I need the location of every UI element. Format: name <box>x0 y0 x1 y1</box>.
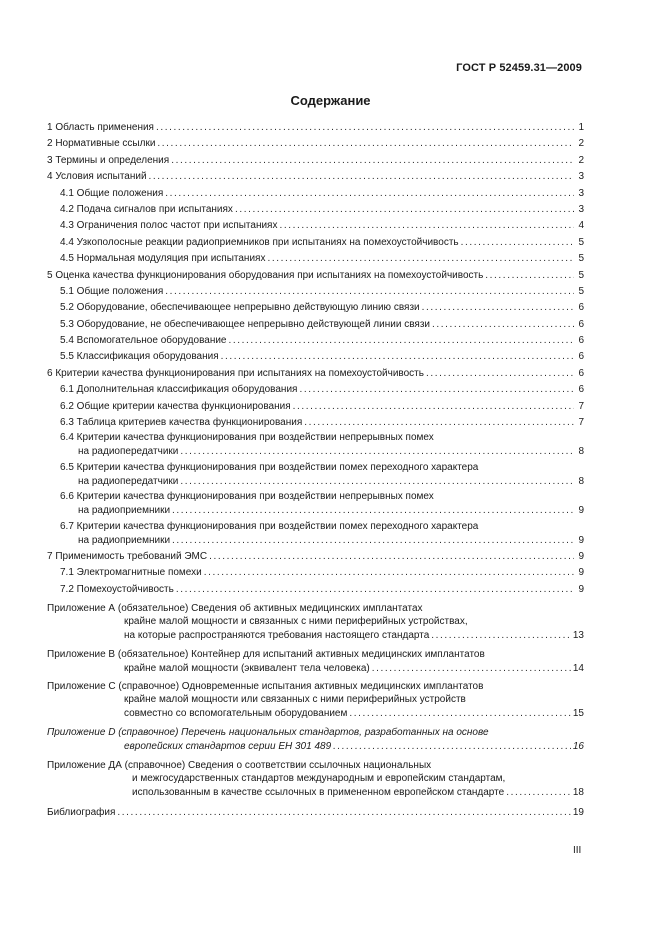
toc-entry[interactable]: 3 Термины и определения ..... 2 <box>47 153 584 169</box>
toc-subentry-line2[interactable]: на радиопередатчики ..... 8 <box>47 444 584 460</box>
toc-entry[interactable]: 2 Нормативные ссылки ..... 2 <box>47 136 584 152</box>
toc-subentry-line2[interactable]: на радиоприемники ..... 9 <box>47 503 584 519</box>
toc-title: Содержание <box>290 93 371 108</box>
toc-entry[interactable]: 7 Применимость требований ЭМС ..... 9 <box>47 549 584 565</box>
toc-subentry[interactable]: 4.4 Узкополосные реакции радиоприемников при испытаниях на помехоустойчивость ..... 5 <box>47 235 584 251</box>
appendix-a-line3[interactable]: на которые распространяются требования настоящего стандарта ..... 13 <box>47 628 584 644</box>
appendix-c-line2[interactable]: крайне малой мощности или связанных с ними периферийных устройств <box>124 694 466 706</box>
toc-subentry-line2[interactable]: на радиоприемники ..... 9 <box>47 533 584 549</box>
document-code: ГОСТ Р 52459.31—2009 <box>456 62 582 74</box>
page-number: III <box>573 845 582 856</box>
toc-subentry[interactable]: 5.3 Оборудование, не обеспечивающее непрерывно действующей линии связи ..... 6 <box>47 317 584 333</box>
appendix-c-line1[interactable]: Приложение С (справочное) Одновременные испытания активных медицинских имплантатов <box>47 681 484 693</box>
toc-subentry[interactable]: 6.1 Дополнительная классификация оборудования ..... 6 <box>47 382 584 398</box>
appendix-a-line1[interactable]: Приложение А (обязательное) Сведения об активных медицинских имплантатах <box>47 602 423 614</box>
toc-entry[interactable]: 1 Область применения ..... 1 <box>47 120 584 136</box>
toc-subentry[interactable]: 6.2 Общие критерии качества функционирования ..... 7 <box>47 399 584 415</box>
appendix-a-line2[interactable]: крайне малой мощности и связанных с ними периферийных устройствах, <box>124 615 468 627</box>
toc-subentry[interactable]: 4.1 Общие положения ..... 3 <box>47 186 584 202</box>
appendix-da-line1[interactable]: Приложение ДА (справочное) Сведения о соответствии ссылочных национальных <box>47 760 432 772</box>
toc-subentry[interactable]: 6.3 Таблица критериев качества функционирования ..... 7 <box>47 415 584 431</box>
toc-subentry[interactable]: 4.2 Подача сигналов при испытаниях ..... 3 <box>47 202 584 218</box>
table-of-contents <box>47 120 584 822</box>
toc-entry[interactable]: 6 Критерии качества функционирования при испытаниях на помехоустойчивость ..... 6 <box>47 366 584 382</box>
toc-subentry-line2[interactable]: на радиопередатчики ..... 8 <box>47 474 584 490</box>
appendix-da-line3[interactable]: использованным в качестве ссылочных в примененном европейском стандарте ..... 18 <box>47 785 584 801</box>
toc-subentry[interactable]: 4.3 Ограничения полос частот при испытаниях ..... 4 <box>47 218 584 234</box>
toc-subentry[interactable]: 7.2 Помехоустойчивость ..... 9 <box>47 582 584 598</box>
toc-subentry[interactable]: 4.5 Нормальная модуляция при испытаниях ..... 5 <box>47 251 584 267</box>
appendix-b-line1[interactable]: Приложение В (обязательное) Контейнер для испытаний активных медицинских имплантатов <box>47 648 485 660</box>
toc-entry[interactable]: 5 Оценка качества функционирования оборудования при испытаниях на помехоустойчивость ..... 5 <box>47 268 584 284</box>
appendix-b-line2[interactable]: крайне малой мощности (эквивалент тела человека) ..... 14 <box>47 661 584 677</box>
toc-subentry[interactable]: 5.4 Вспомогательное оборудование ..... 6 <box>47 333 584 349</box>
appendix-c-line3[interactable]: совместно со вспомогательным оборудованием ..... 15 <box>47 706 584 722</box>
toc-subentry[interactable]: 5.5 Классификация оборудования ..... 6 <box>47 349 584 365</box>
toc-subentry-line1[interactable]: 6.6 Критерии качества функционирования при воздействии непрерывных помех <box>60 491 434 503</box>
toc-subentry[interactable]: 5.2 Оборудование, обеспечивающее непрерывно действующую линию связи ..... 6 <box>47 300 584 316</box>
bibliography-entry[interactable]: Библиография ..... 19 <box>47 805 584 821</box>
toc-subentry-line1[interactable]: 6.5 Критерии качества функционирования при воздействии помех переходного характера <box>60 461 479 473</box>
toc-subentry[interactable]: 5.1 Общие положения ..... 5 <box>47 284 584 300</box>
appendix-d-line1[interactable]: Приложение D (справочное) Перечень национальных стандартов, разработанных на основе <box>47 727 489 739</box>
toc-subentry[interactable]: 7.1 Электромагнитные помехи ..... 9 <box>47 565 584 581</box>
appendix-da-line2[interactable]: и межгосударственных стандартов международным и европейским стандартам, <box>132 773 506 785</box>
appendix-d-line2[interactable]: европейских стандартов серии ЕН 301 489 ..... 16 <box>47 739 584 755</box>
toc-entry[interactable]: 4 Условия испытаний ..... 3 <box>47 169 584 185</box>
toc-subentry-line1[interactable]: 6.4 Критерии качества функционирования при воздействии непрерывных помех <box>60 432 434 444</box>
toc-subentry-line1[interactable]: 6.7 Критерии качества функционирования при воздействии помех переходного характера <box>60 520 479 532</box>
